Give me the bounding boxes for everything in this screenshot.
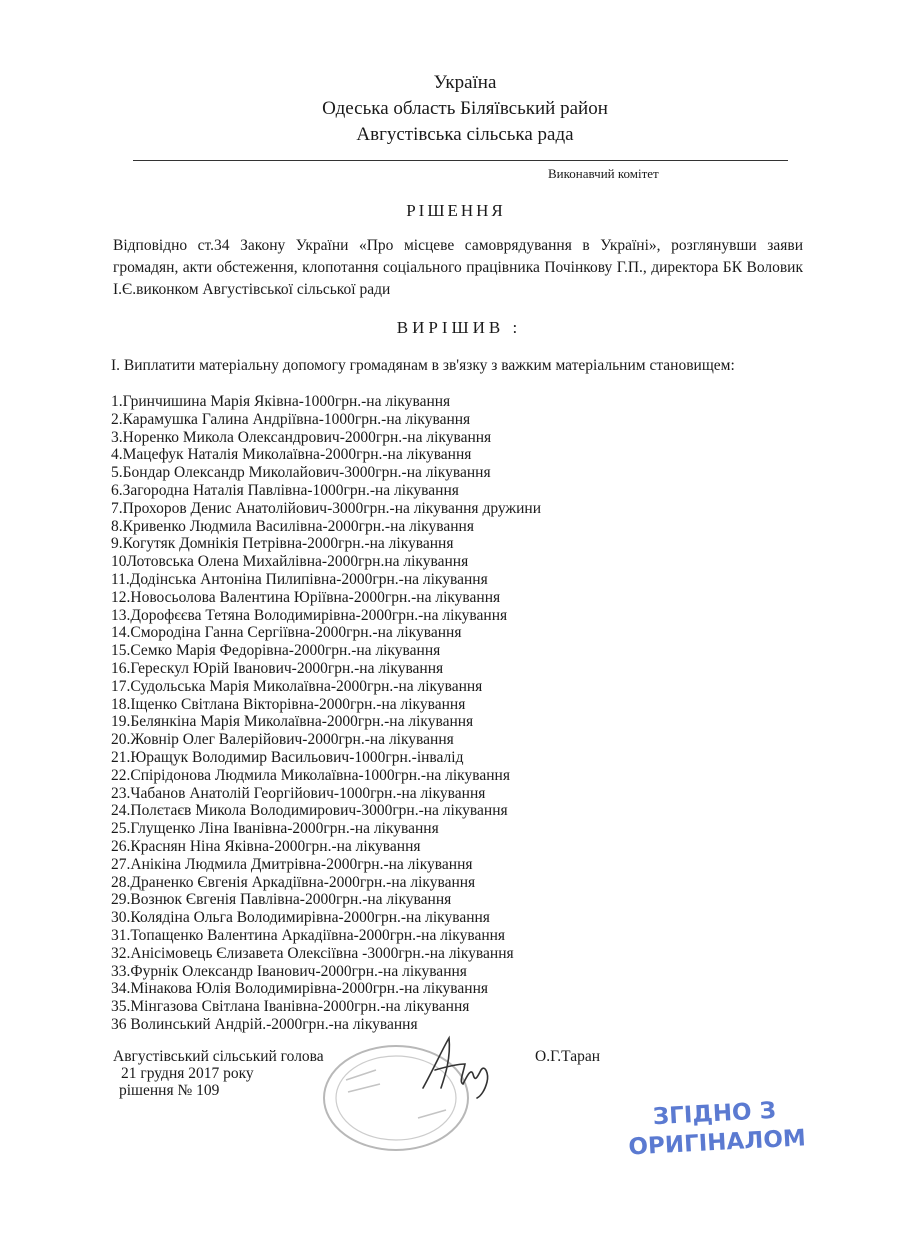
list-item: 21.Юращук Володимир Васильович-1000грн.-інвалід: [111, 748, 464, 766]
list-item: 35.Мінгазова Світлана Іванівна-2000грн.-на лікування: [111, 998, 470, 1016]
list-item: 30.Колядіна Ольга Володимирівна-2000грн.-на лікування: [111, 909, 490, 927]
list-item: 28.Драненко Євгенія Аркадіївна-2000грн.-на лікування: [111, 873, 476, 891]
list-item: 14.Смородіна Ганна Сергіївна-2000грн.-на лікування: [111, 624, 462, 642]
list-item: 27.Анікіна Людмила Дмитрівна-2000грн.-на лікування: [111, 855, 473, 873]
list-item: 26.Краснян Ніна Яківна-2000грн.-на лікування: [111, 837, 421, 855]
document-title: РІШЕННЯ: [406, 201, 506, 220]
list-item: 4.Мацефук Наталія Миколаївна-2000грн.-на лікування: [111, 446, 472, 464]
header-region: Одеська область Біляївський район: [322, 98, 608, 119]
list-item: 18.Іщенко Світлана Вікторівна-2000грн.-на лікування: [111, 695, 466, 713]
decision-intro: І. Виплатити матеріальну допомогу громадянам в зв'язку з важким матеріальним становищем:: [111, 357, 735, 374]
list-item: 16.Герескул Юрій Іванович-2000грн.-на лікування: [111, 659, 444, 677]
recipient-list: [111, 393, 541, 1034]
stamp-line-2: ОРИГІНАЛОМ: [627, 1125, 807, 1161]
document-header: [0, 70, 900, 148]
list-item: 6.Загородна Наталія Павлівна-1000грн.-на лікування: [111, 481, 459, 499]
header-country: Україна: [433, 72, 497, 93]
signature-block: [113, 1048, 324, 1099]
handwritten-signature: [415, 1030, 500, 1100]
list-item: 1.Гринчишина Марія Яківна-1000грн.-на лікування: [111, 393, 451, 410]
list-item: 8.Кривенко Людмила Василівна-2000грн.-на лікування: [111, 517, 474, 535]
list-item: 10Лотовська Олена Михайлівна-2000грн.на лікування: [111, 553, 469, 571]
preamble-text: Відповідно ст.34 Закону України «Про місцеве самоврядування в Україні», розглянувши заяви громадян, акти обстеження, клопотання соціального працівника Почінкову Г.П., директора БК Воловик І.Є.виконком Августівської сільської ради: [113, 237, 803, 298]
decision-date: 21 грудня 2017 року: [121, 1065, 254, 1082]
list-item: 20.Жовнір Олег Валерійович-2000грн.-на лікування: [111, 731, 454, 749]
list-item: 36 Волинський Андрій.-2000грн.-на лікування: [111, 1015, 418, 1033]
certified-copy-stamp: [626, 1095, 807, 1174]
list-item: 7.Прохоров Денис Анатолійович-3000грн.-на лікування дружини: [111, 499, 542, 517]
signer-name: О.Г.Таран: [535, 1048, 601, 1065]
list-item: 2.Карамушка Галина Андріївна-1000грн.-на лікування: [111, 410, 471, 428]
signer-position: Августівський сільський голова: [113, 1048, 324, 1065]
list-item: 9.Когутяк Домнікія Петрівна-2000грн.-на лікування: [111, 535, 454, 553]
list-item: 32.Анісімовець Єлизавета Олексіївна -3000грн.-на лікування: [111, 944, 514, 962]
list-item: 11.Додінська Антоніна Пилипівна-2000грн.-на лікування: [111, 570, 488, 588]
list-item: 19.Белянкіна Марія Миколаївна-2000грн.-на лікування: [111, 713, 474, 731]
list-item: 13.Дорофєєва Тетяна Володимирівна-2000грн.-на лікування: [111, 606, 508, 624]
list-item: 34.Мінакова Юлія Володимирівна-2000грн.-на лікування: [111, 980, 488, 998]
header-committee: Виконавчий комітет: [548, 166, 659, 181]
list-item: 5.Бондар Олександр Миколайович-3000грн.-на лікування: [111, 464, 491, 482]
list-item: 31.Топащенко Валентина Аркадіївна-2000грн.-на лікування: [111, 926, 506, 944]
list-item: 15.Семко Марія Федорівна-2000грн.-на лікування: [111, 642, 441, 660]
header-council: Августівська сільська рада: [356, 124, 574, 145]
list-item: 29.Вознюк Євгенія Павлівна-2000грн.-на лікування: [111, 891, 452, 909]
list-item: 33.Фурнік Олександр Іванович-2000грн.-на лікування: [111, 962, 467, 980]
header-divider: [133, 160, 788, 161]
list-item: 12.Новосьолова Валентина Юріївна-2000грн.-на лікування: [111, 588, 501, 606]
stamp-line-1: ЗГІДНО З: [652, 1097, 777, 1131]
list-item: 17.Судольська Марія Миколаївна-2000грн.-на лікування: [111, 677, 483, 695]
decision-number: рішення № 109: [119, 1082, 220, 1099]
list-item: 23.Чабанов Анатолій Георгійович-1000грн.-на лікування: [111, 784, 486, 802]
list-item: 24.Полєтаєв Микола Володимирович-3000грн.-на лікування: [111, 802, 508, 820]
decided-heading: ВИРІШИВ :: [396, 318, 522, 337]
list-item: 22.Спірідонова Людмила Миколаївна-1000грн.-на лікування: [111, 766, 510, 784]
list-item: 25.Глущенко Ліна Іванівна-2000грн.-на лікування: [111, 820, 439, 838]
list-item: 3.Норенко Микола Олександрович-2000грн.-на лікування: [111, 428, 492, 446]
